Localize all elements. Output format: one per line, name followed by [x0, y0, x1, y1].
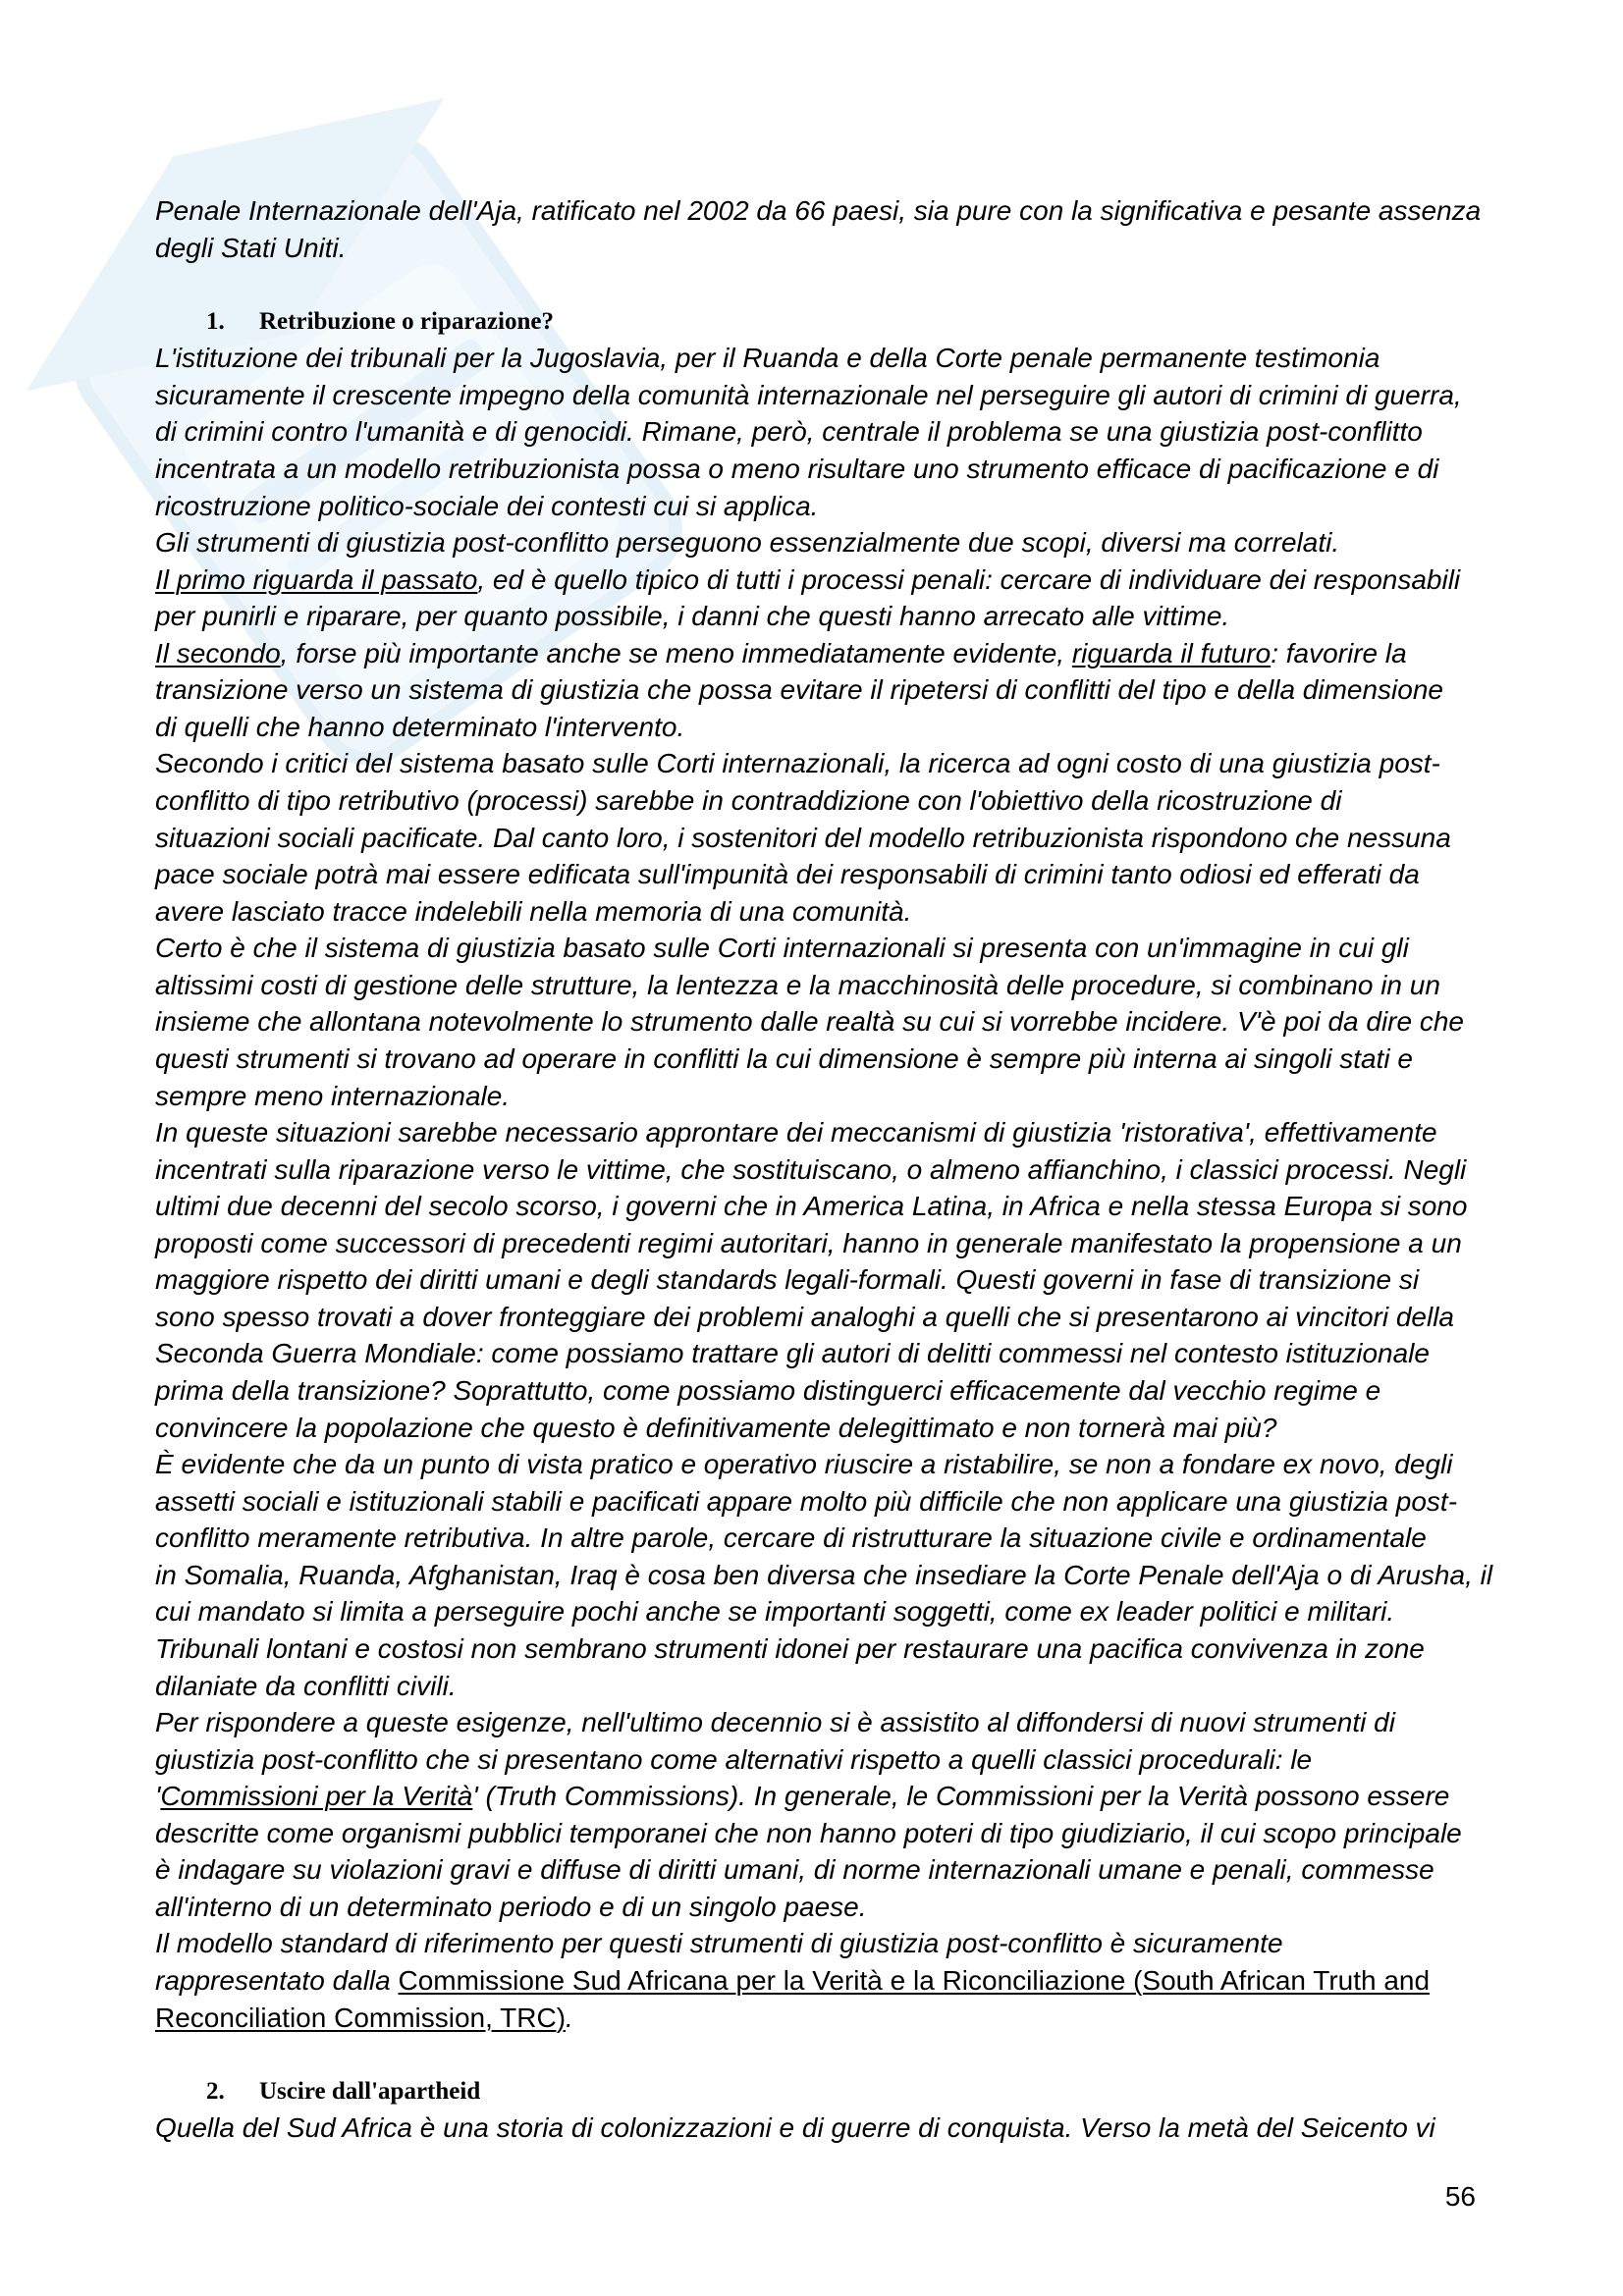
text-line: [155, 856, 1420, 893]
text-line: [155, 1003, 1464, 1041]
text-segment: ': [155, 1781, 161, 1812]
text-line: [155, 598, 1229, 635]
paragraph: [155, 1114, 1549, 1446]
section-title: Retribuzione o riparazione?: [259, 307, 554, 335]
text-segment: incentrati sulla riparazione verso le vittime, che sostituiscano, o almeno affianchino, i classici processi. Negli: [155, 1153, 1467, 1185]
paragraph: [155, 1704, 1549, 1925]
text-line: [155, 671, 1443, 709]
text-segment: L'istituzione dei tribunali per la Jugoslavia, per il Ruanda e della Corte penale permanente testimonia: [155, 343, 1380, 374]
text-segment: altissimi costi di gestione delle strutture, la lentezza e la macchinosità delle procedure, si combinano in un: [155, 969, 1440, 1000]
text-segment: convincere la popolazione che questo è definitivamente delegittimato e non tornerà mai più?: [155, 1412, 1277, 1443]
text-segment: È evidente che da un punto di vista pratico e operativo riuscire a ristabilire, se non a fondare ex novo, degli: [155, 1449, 1453, 1480]
text-segment: di crimini contro l'umanità e di genocidi. Rimane, però, centrale il problema se una giustizia post-conflitto: [155, 416, 1423, 448]
text-line: [155, 2109, 1435, 2147]
text-segment: Penale Internazionale dell'Aja, ratificato nel 2002 da 66 paesi, sia pure con la significativa e pesante assenza: [155, 195, 1482, 226]
text-line: [155, 1962, 1430, 2000]
text-line: [155, 561, 1460, 599]
text-line: [155, 1925, 1283, 1962]
section-heading: [155, 303, 1549, 341]
page-number: 56: [1444, 2181, 1476, 2212]
text-line: [155, 1335, 1430, 1372]
section-heading: [155, 2073, 1549, 2110]
text-line: [155, 230, 347, 267]
text-segment: situazioni sociali pacificate. Dal canto loro, i sostenitori del modello retribuzionista rispondono che nessuna: [155, 822, 1451, 853]
text-line: [155, 1704, 1395, 1741]
text-line: [155, 1299, 1454, 1336]
section-number: 1.: [206, 307, 225, 335]
text-segment: cui mandato si limita a perseguire pochi anche se importanti soggetti, come ex leader politici e militari.: [155, 1596, 1395, 1628]
text-segment: per punirli e riparare, per quanto possibile, i danni che questi hanno arrecato alle vittime.: [155, 601, 1230, 632]
text-segment: prima della transizione? Soprattutto, come possiamo distinguerci efficacemente dal vecchio regime e: [155, 1375, 1381, 1406]
text-line: [155, 1225, 1462, 1262]
text-segment: , ed è quello tipico di tutti i processi penali: cercare di individuare dei responsabili: [477, 563, 1461, 595]
text-line: [155, 340, 1380, 377]
section-number: 2.: [206, 2077, 225, 2105]
document-body: [155, 192, 1549, 2147]
text-line: [155, 1778, 1449, 1815]
text-line: [155, 930, 1409, 967]
text-line: [155, 745, 1440, 782]
text-line: [155, 1114, 1437, 1151]
text-line: [155, 1741, 1312, 1779]
text-line: [155, 820, 1451, 857]
underlined-text: Commissione Sud Africana per la Verità e la Riconciliazione (South African Truth and: [398, 1965, 1431, 1996]
text-line: [155, 967, 1440, 1004]
section-title: Uscire dall'apartheid: [259, 2077, 481, 2105]
text-segment: maggiore rispetto dei diritti umani e degli standards legali-formali. Questi governi in fase di transizione si: [155, 1264, 1420, 1296]
text-line: [155, 635, 1407, 672]
text-segment: avere lasciato tracce indelebili nella memoria di una comunità.: [155, 895, 912, 927]
text-segment: questi strumenti si trovano ad operare in conflitti la cui dimensione è sempre più interna ai singoli stati e: [155, 1042, 1413, 1074]
paragraph: [155, 340, 1549, 524]
paragraph: [155, 1446, 1549, 1704]
text-line: [155, 893, 911, 931]
text-line: [155, 1557, 1492, 1594]
text-segment: In queste situazioni sarebbe necessario approntare dei meccanismi di giustizia 'ristorativa', effettivamente: [155, 1117, 1437, 1148]
text-line: [155, 1815, 1462, 1852]
paragraph: [155, 635, 1549, 746]
text-segment: di quelli che hanno determinato l'intervento.: [155, 711, 685, 742]
text-segment: all'interno di un determinato periodo e di un singolo paese.: [155, 1891, 867, 1922]
text-segment: ' (Truth Commissions). In generale, le Commissioni per la Verità possono essere: [472, 1781, 1450, 1812]
text-segment: Il modello standard di riferimento per questi strumenti di giustizia post-conflitto è sicuramente: [155, 1928, 1283, 1959]
underlined-text: riguarda il futuro: [1071, 637, 1271, 668]
text-segment: descritte come organismi pubblici temporanei che non hanno poteri di tipo giudiziario, il cui scopo principale: [155, 1817, 1462, 1848]
text-line: [155, 1483, 1457, 1521]
paragraph: [155, 930, 1549, 1114]
text-line: [155, 709, 684, 746]
text-line: [155, 1520, 1427, 1557]
text-segment: ricostruzione politico-sociale dei contesti cui si applica.: [155, 490, 819, 521]
text-line: [155, 488, 818, 525]
underlined-text: Reconciliation Commission, TRC): [155, 2002, 567, 2033]
text-segment: conflitto meramente retributiva. In altre parole, cercare di ristrutturare la situazione civile e ordinamentale: [155, 1522, 1427, 1554]
text-segment: assetti sociali e istituzionali stabili e pacificati appare molto più difficile che non applicare una giustizia post-: [155, 1485, 1458, 1517]
text-line: [155, 524, 1339, 561]
paragraph: [155, 561, 1549, 635]
text-segment: Gli strumenti di giustizia post-conflitto perseguono essenzialmente due scopi, diversi ma correlati.: [155, 527, 1340, 559]
text-line: [155, 1630, 1425, 1668]
text-segment: proposti come successori di precedenti regimi autoritari, hanno in generale manifestato la propensione a un: [155, 1227, 1462, 1258]
text-segment: sicuramente il crescente impegno della comunità internazionale nel perseguire gli autori di crimini di guerra,: [155, 379, 1462, 410]
paragraph: [155, 1925, 1549, 2036]
text-line: [155, 1188, 1467, 1225]
text-segment: : favorire la: [1271, 637, 1407, 668]
paragraph: [155, 745, 1549, 930]
text-line: [155, 1668, 457, 1705]
text-line: [155, 377, 1462, 414]
text-segment: ultimi due decenni del secolo scorso, i governi che in America Latina, in Africa e nella stessa Europa si sono: [155, 1191, 1468, 1222]
text-line: [155, 782, 1341, 820]
text-line: [155, 1410, 1277, 1447]
text-segment: dilaniate da conflitti civili.: [155, 1670, 457, 1701]
text-segment: Tribunali lontani e costosi non sembrano strumenti idonei per restaurare una pacifica convivenza in zone: [155, 1632, 1425, 1664]
text-segment: sono spesso trovati a dover fronteggiare dei problemi analoghi a quelli che si presentarono ai vincitori della: [155, 1301, 1454, 1332]
text-segment: è indagare su violazioni gravi e diffuse di diritti umani, di norme internazionali umane e penali, commesse: [155, 1854, 1434, 1886]
text-line: [155, 1851, 1434, 1889]
text-segment: Quella del Sud Africa è una storia di colonizzazioni e di guerre di conquista. Verso la metà del Seicento vi: [155, 2112, 1435, 2144]
paragraph: [155, 192, 1549, 266]
text-segment: rappresentato dalla: [155, 1965, 399, 1996]
text-line: [155, 1261, 1419, 1299]
text-segment: insieme che allontana notevolmente lo strumento dalle realtà su cui si vorrebbe incidere. V'è poi da dire che: [155, 1006, 1464, 1038]
text-segment: in Somalia, Ruanda, Afghanistan, Iraq è cosa ben diversa che insediare la Corte Penale dell'Aja o di Arusha, il: [155, 1559, 1493, 1590]
paragraph: [155, 524, 1549, 561]
text-segment: degli Stati Uniti.: [155, 232, 347, 263]
text-segment: Per rispondere a queste esigenze, nell'ultimo decennio si è assistito al diffondersi di nuovi strumenti di: [155, 1707, 1395, 1738]
text-line: [155, 2000, 573, 2037]
text-line: [155, 1151, 1466, 1189]
text-segment: , forse più importante anche se meno immediatamente evidente,: [280, 637, 1072, 668]
text-line: [155, 1446, 1452, 1483]
text-segment: conflitto di tipo retributivo (processi) sarebbe in contraddizione con l'obiettivo della ricostruzione di: [155, 785, 1342, 816]
text-segment: .: [566, 2002, 573, 2033]
text-segment: Certo è che il sistema di giustizia basato sulle Corti internazionali si presenta con un'immagine in cui gli: [155, 933, 1409, 964]
text-line: [155, 451, 1438, 488]
text-segment: Secondo i critici del sistema basato sulle Corti internazionali, la ricerca ad ogni costo di una giustizia post-: [155, 748, 1440, 779]
text-segment: transizione verso un sistema di giustizia che possa evitare il ripetersi di conflitti del tipo e della dimensione: [155, 674, 1443, 706]
text-segment: sempre meno internazionale.: [155, 1080, 511, 1111]
text-line: [155, 1041, 1413, 1078]
text-segment: pace sociale potrà mai essere edificata sull'impunità dei responsabili di crimini tanto odiosi ed efferati da: [155, 859, 1420, 890]
text-line: [155, 1078, 510, 1115]
text-line: [155, 1372, 1380, 1410]
text-segment: giustizia post-conflitto che si presentano come alternativi rispetto a quelli classici procedurali: le: [155, 1743, 1313, 1775]
text-segment: incentrata a un modello retribuzionista possa o meno risultare uno strumento efficace di pacificazione e di: [155, 453, 1439, 484]
text-line: [155, 192, 1481, 230]
paragraph: [155, 2109, 1549, 2147]
text-line: [155, 1593, 1394, 1630]
underlined-text: Il secondo: [155, 637, 281, 668]
text-segment: Seconda Guerra Mondiale: come possiamo trattare gli autori di delitti commessi nel contesto istituzionale: [155, 1338, 1430, 1369]
text-line: [155, 413, 1423, 451]
text-line: [155, 1889, 867, 1926]
underlined-text: Il primo riguarda il passato: [155, 563, 478, 595]
underlined-text: Commissioni per la Verità: [160, 1781, 473, 1812]
